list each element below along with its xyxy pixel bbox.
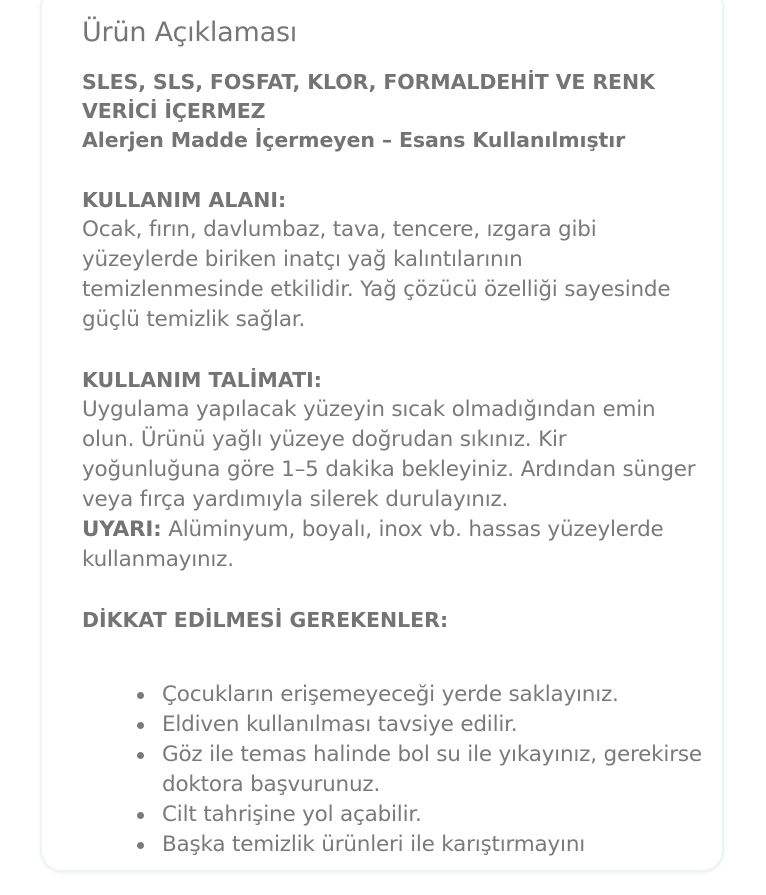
list-item-text: Göz ile temas halinde bol su ile yıkayınız, gerekirse doktora başvurunuz. <box>162 742 702 797</box>
precautions-heading: DİKKAT EDİLMESİ GEREKENLER: <box>82 608 449 632</box>
warning-label: UYARI: <box>82 517 162 542</box>
list-item-text: Çocukların erişemeyeceği yerde saklayınız. <box>162 682 619 707</box>
product-claims <box>82 68 702 155</box>
bullet-icon <box>137 812 144 819</box>
usage-area-section <box>82 186 702 335</box>
usage-instructions-heading: KULLANIM TALİMATI: <box>82 368 322 392</box>
bullet-icon <box>137 722 144 729</box>
list-item <box>162 680 702 710</box>
list-item-text: Eldiven kullanılması tavsiye edilir. <box>162 712 518 737</box>
list-item <box>162 800 702 830</box>
product-description-content <box>82 14 702 860</box>
usage-instructions-section <box>82 366 702 575</box>
allergen-claim: Alerjen Madde İçermeyen – Esans Kullanılmıştır <box>82 128 626 152</box>
usage-area-heading: KULLANIM ALANI: <box>82 188 287 212</box>
list-item-text: Cilt tahrişine yol açabilir. <box>162 802 422 827</box>
section-title: Ürün Açıklaması <box>82 17 298 48</box>
bullet-icon <box>137 752 144 759</box>
list-item <box>162 830 702 860</box>
list-item <box>162 710 702 740</box>
list-item-text: Başka temizlik ürünleri ile karıştırmayını <box>162 832 586 857</box>
bullet-icon <box>137 842 144 849</box>
bullet-icon <box>137 692 144 699</box>
usage-area-text: Ocak, fırın, davlumbaz, tava, tencere, ızgara gibi yüzeylerde biriken inatçı yağ kalıntılarının temizlenmesinde etkilidir. Yağ çözücü özelliği sayesinde güçlü temizlik sağlar. <box>82 217 671 332</box>
ingredient-free-claim: SLES, SLS, FOSFAT, KLOR, FORMALDEHİT VE RENK VERİCİ İÇERMEZ <box>82 70 655 123</box>
warning-text: Alüminyum, boyalı, inox vb. hassas yüzeylerde kullanmayınız. <box>82 517 664 572</box>
list-item <box>162 740 702 800</box>
usage-instructions-text <box>82 395 702 575</box>
precautions-section <box>82 606 702 860</box>
precautions-list <box>82 680 702 860</box>
instructions-body: Uygulama yapılacak yüzeyin sıcak olmadığından emin olun. Ürünü yağlı yüzeye doğrudan sıkınız. Kir yoğunluğuna göre 1–5 dakika bekleyiniz. Ardından sünger veya fırça yardımıyla silerek durulayınız. <box>82 397 696 512</box>
